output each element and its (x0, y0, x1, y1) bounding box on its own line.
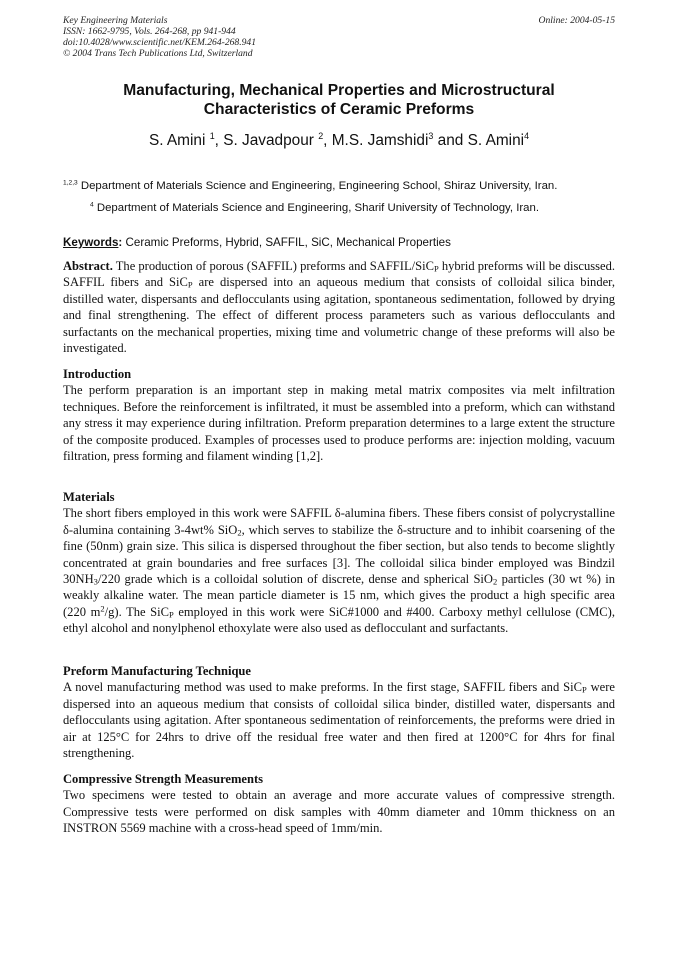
compressive-heading: Compressive Strength Measurements (63, 772, 264, 786)
affiliation-1-text: Department of Materials Science and Engineering, Engineering School, Shiraz University, Iran. (80, 180, 558, 192)
author-2: S. Javadpour (223, 132, 314, 149)
abstract-label: Abstract. (63, 259, 113, 273)
title-line-2: Characteristics of Ceramic Preforms (203, 100, 475, 118)
affiliation-2-text: Department of Materials Science and Engineering, Sharif University of Technology, Iran. (96, 202, 540, 214)
paper-title (63, 82, 615, 119)
affiliation-2-marker: 4 (90, 201, 94, 209)
preform-heading: Preform Manufacturing Technique (63, 664, 251, 678)
compressive-section (63, 771, 615, 837)
introduction-section (63, 366, 615, 464)
journal-header (63, 15, 615, 59)
affiliation-1 (63, 179, 557, 193)
materials-section (63, 489, 615, 637)
affiliation-1-marker: 1,2,3 (63, 179, 78, 187)
author-2-affiliation: 2 (318, 131, 324, 142)
affiliation-2 (90, 201, 539, 215)
keywords-label: Keywords (63, 236, 119, 249)
abstract-section (63, 258, 615, 356)
author-1: S. Amini (148, 132, 206, 149)
author-1-affiliation: 1 (209, 131, 215, 142)
author-conjunction: and (437, 132, 464, 149)
materials-paragraph: The short fibers employed in this work were SAFFIL δ-alumina fibers. These fibers consist of polycrystalline δ-alumina containing 3-4wt% SiO$_2$, which serves to stabilize the δ-structure and to inhibit coarsening of the fine (50nm) grain size. This silica is dispersed throughout the fiber section, but also tends to become slightly concentrated at grain boundaries and free surfaces [3]. The colloidal silica binder employed was Bindzil $30NH_3/220$ grade which is a colloidal solution of discrete, dense and spherical SiO$_2$ particles (30 wt %) in weakly alkaline water. The mean particle diameter is 15 nm, which gives the product a high specific area (220 $m^2/g$). The SiC$_P$ employed in this work were SiC#1000 and #400. Carboxy methyl cellulose (CMC), ethyl alcohol and nonylphenol ethoxylate were also used as deflocculant and surfactants. (63, 506, 615, 636)
issn-line: ISSN: 1662-9795, Vols. 264-268, pp 941-944 (63, 26, 236, 37)
author-4-affiliation: 4 (524, 131, 530, 142)
introduction-paragraph: The perform preparation is an important step in making metal matrix composites via melt infiltration techniques. Before the reinforcement is infiltrated, it must be assembled into a preform, which can withstand any stress it may experience during infiltration. Preform preparation determines to a large extent the structure of the composite produced. Examples of processes used to produce performs are: injection molding, vacuum filtration, press forming and filament winding [1,2]. (63, 383, 615, 464)
title-line-1: Manufacturing, Mechanical Properties and Microstructural (123, 82, 555, 99)
preform-paragraph: A novel manufacturing method was used to make preforms. In the first stage, SAFFIL fibers and SiC$_P$ were dispersed into an aqueous medium that consists of colloidal silica binder, distilled water, dispersants and deflocculants using agitation. After spontaneous sedimentation of reinforcements, the preforms were dried in air at 125°C for 24hrs to drive off the residual free water and then fired at 1200°C for 4hrs for final strengthening. (63, 680, 615, 761)
keywords-line: Keywords: Ceramic Preforms, Hybrid, SAFFIL, SiC, Mechanical Properties (63, 236, 451, 249)
journal-name: Key Engineering Materials (63, 15, 168, 26)
preform-section (63, 663, 615, 761)
abstract-paragraph: Abstract. The production of porous (SAFFIL) preforms and SAFFIL/SiC$_P$ hybrid preforms will be discussed. SAFFIL fibers and SiC$_P$ are dispersed into an aqueous medium that consists of colloidal silica binder, distilled water, dispersants and deflocculants using agitation, spontaneous sedimentation, followed by drying and final strengthening. The effect of different process parameters such as various deflocculants and surfactants on the mechanical properties, mixing time and volumetric change of these preforms will also be investigated. (63, 259, 616, 356)
introduction-heading: Introduction (63, 367, 132, 381)
doi-line[interactable]: doi:10.4028/www.scientific.net/KEM.264-268.941 (63, 37, 257, 48)
author-list: S. Amini $^1$, S. Javadpour $^2$, M.S. Jamshidi$^3$ and S. Amini$^4$ (148, 131, 530, 149)
compressive-paragraph: Two specimens were tested to obtain an average and more accurate values of compressive strength. Compressive tests were performed on disk samples with 40mm diameter and 10mm thickness on an INSTRON 5569 machine with a cross-head speed of 1mm/min. (63, 788, 615, 836)
keywords-text: Ceramic Preforms, Hybrid, SAFFIL, SiC, Mechanical Properties (125, 236, 451, 249)
online-date: Online: 2004-05-15 (538, 15, 615, 26)
materials-heading: Materials (63, 490, 115, 504)
author-3-affiliation: 3 (428, 131, 434, 142)
author-3: M.S. Jamshidi (331, 132, 429, 149)
author-4: S. Amini (467, 132, 525, 149)
copyright-line: © 2004 Trans Tech Publications Ltd, Switzerland (63, 48, 253, 59)
